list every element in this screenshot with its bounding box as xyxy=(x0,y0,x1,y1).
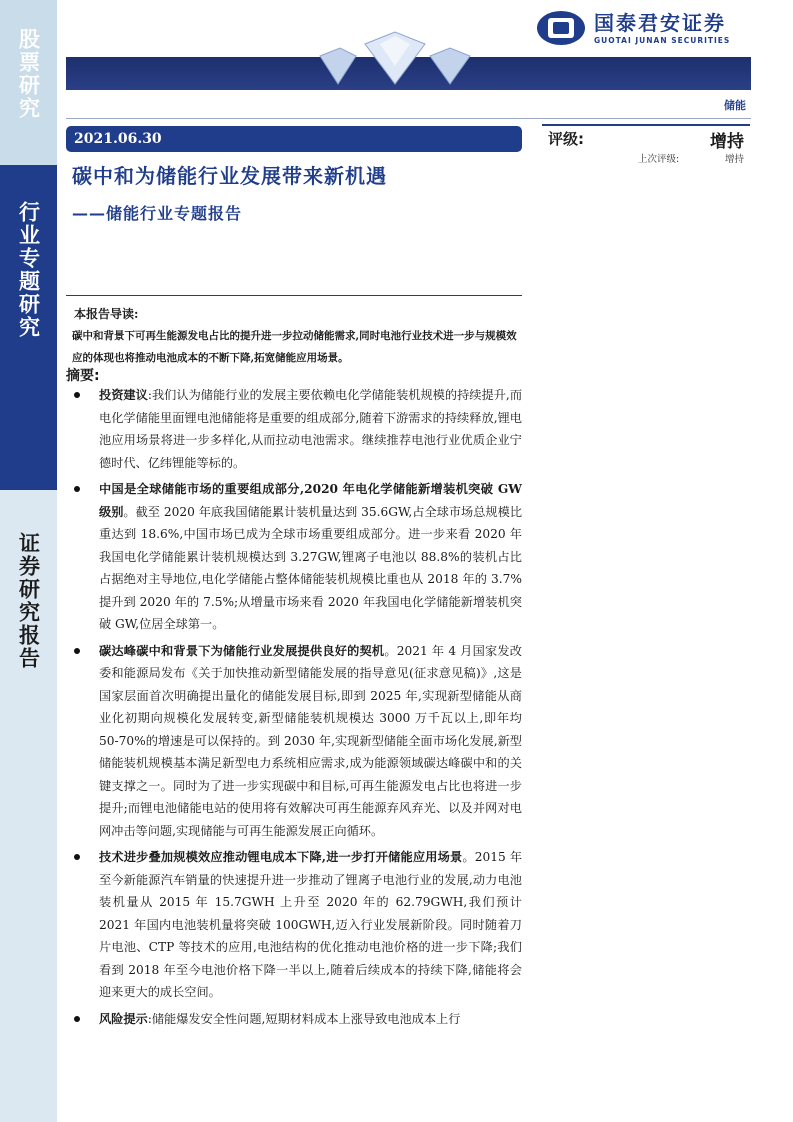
intro-body: 碳中和背景下可再生能源发电占比的提升进一步拉动储能需求,同时电池行业技术进一步与规模效应的体现也将推动电池成本的不断下降,拓宽储能应用场景。 xyxy=(72,330,517,364)
sidebar-top-label: 股票研究 xyxy=(16,28,41,120)
abstract-bullet xyxy=(74,1008,522,1031)
brand-name-en: GUOTAI JUNAN SECURITIES xyxy=(594,35,731,45)
bullet-lead: 技术进步叠加规模效应推动锂电成本下降,进一步打开储能应用场景 xyxy=(99,850,463,864)
previous-rating-value: 增持 xyxy=(724,154,744,165)
sidebar-middle-block xyxy=(0,165,57,490)
bullet-lead: 投资建议 xyxy=(99,388,148,402)
abstract-bullet xyxy=(74,478,522,636)
brand-logo xyxy=(536,8,758,48)
bullet-text: 。2015 年至今新能源汽车销量的快速提升进一步推动了锂离子电池行业的发展,动力电池装机量从 2015 年 15.7GWH 上升至 2020 年的 62.79GWH,我们预计 2021 年国内电池装机量将突破 100GWH,迈入行业发展新阶段。同时随着刀片电池、CTP 等技术的应用,电池结构的优化推动电池价格的进一步下降;我们看到 2018 年至今电池价格下降一半以上,随着后续成本的持续下降,储能将会迎来更大的成长空间。 xyxy=(99,850,523,999)
rating-divider xyxy=(542,124,750,126)
abstract-list xyxy=(74,384,522,1034)
abstract-bullet xyxy=(74,846,522,1004)
bullet-dot-icon xyxy=(74,486,80,492)
header-divider xyxy=(66,118,751,119)
sidebar-middle-label: 行业专题研究 xyxy=(16,201,41,339)
bullet-dot-icon xyxy=(74,392,80,398)
sidebar-bottom-block xyxy=(0,490,57,1122)
rating-box xyxy=(542,124,750,164)
diamond-graphic-icon xyxy=(300,26,490,86)
sector-label: 储能 xyxy=(724,99,746,112)
bullet-lead: 碳达峰碳中和背景下为储能行业发展提供良好的契机 xyxy=(99,643,385,658)
report-title: 碳中和为储能行业发展带来新机遇 xyxy=(72,164,387,188)
report-date: 2021.06.30 xyxy=(66,126,522,152)
left-sidebar xyxy=(0,0,57,1122)
bullet-dot-icon xyxy=(74,1016,80,1022)
bullet-text: 。截至 2020 年底我国储能累计装机量达到 35.6GW,占全球市场总规模比重达到 18.6%,中国市场已成为全球市场重要组成部分。进一步来看 2020 年我国电化学储能累计装机规模达到 3.27GW,锂离子电池以 88.8%的装机占比占据绝对主导地位,电化学储能占整体储能装机规模比重也从 2018 年的 3.7%提升到 2020 年的 7.5%;从增量市场来看 2020 年我国电化学储能新增装机突破 GW,位居全球第一。 xyxy=(99,504,523,631)
bullet-dot-icon xyxy=(74,854,80,860)
bullet-lead: 风险提示 xyxy=(99,1011,148,1026)
bullet-text: :储能爆发安全性问题,短期材料成本上涨导致电池成本上行 xyxy=(147,1011,461,1026)
abstract-bullet xyxy=(74,384,522,474)
gtja-logo-icon xyxy=(536,10,586,46)
sidebar-top-block xyxy=(0,0,57,165)
rating-label: 评级: xyxy=(548,130,584,148)
intro-heading: 本报告导读: xyxy=(74,307,139,321)
bullet-dot-icon xyxy=(74,648,80,654)
bullet-lead: 中国是全球储能市场的重要组成部分,2020 年电化学储能新增装机突破 GW 级别 xyxy=(99,482,522,519)
previous-rating-label: 上次评级: xyxy=(638,154,680,165)
sidebar-bottom-label: 证券研究报告 xyxy=(16,532,41,670)
rating-value: 增持 xyxy=(710,132,744,152)
bullet-text: :我们认为储能行业的发展主要依赖电化学储能装机规模的持续提升,而电化学储能里面锂电池储能将是重要的组成部分,随着下游需求的持续释放,锂电池应用场景将进一步多样化,从而拉动电池需求。继续推荐电池行业优质企业宁德时代、亿纬锂能等标的。 xyxy=(99,388,523,470)
brand-name-cn: 国泰君安证券 xyxy=(594,10,726,35)
report-subtitle: ——储能行业专题报告 xyxy=(72,204,243,223)
title-divider xyxy=(66,295,522,296)
abstract-bullet xyxy=(74,640,522,843)
abstract-heading: 摘要: xyxy=(66,368,100,384)
bullet-text: 。2021 年 4 月国家发改委和能源局发布《关于加快推动新型储能发展的指导意见(征求意见稿)》,这是国家层面首次明确提出量化的储能发展目标,即到 2025 年,实现新型储能从商业化初期向规模化发展转变,新型储能装机规模达 3000 万千瓦以上,即年均 50-70%的增速是可以保持的。到 2030 年,实现新型储能全面市场化发展,新型储能装机规模基本满足新型电力系统相应需求,成为能源领域碳达峰碳中和的关键支撑之一。同时为了进一步实现碳中和目标,可再生能源发电占比也将进一步提升;而锂电池储能电站的使用将有效解决可再生能源弃风弃光、以及并网对电网冲击等问题,实现储能与可再生能源发展正向循环。 xyxy=(99,643,522,838)
